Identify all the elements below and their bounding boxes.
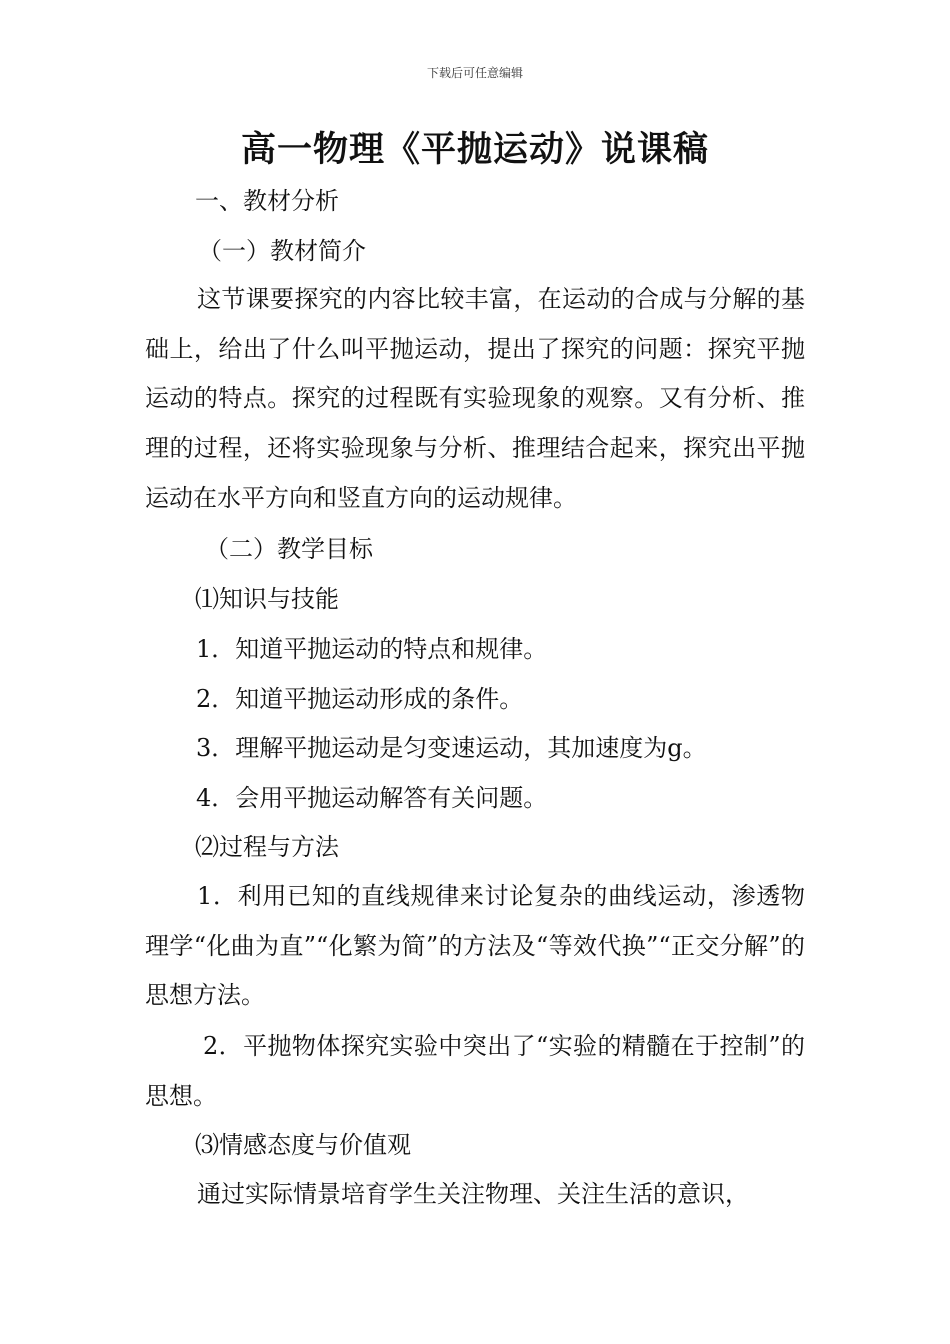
goal-heading-attitudes-values: ⑶情感态度与价值观: [195, 1131, 411, 1159]
goal-heading-knowledge-skills: ⑴知识与技能: [195, 585, 339, 613]
goal-item-3: 3．理解平抛运动是匀变速运动，其加速度为g。: [196, 734, 707, 762]
page-header-note: 下载后可任意编辑: [426, 66, 523, 80]
paragraph-attitudes-values: 通过实际情景培育学生关注物理、关注生活的意识，: [197, 1180, 749, 1208]
paragraph-process-methods-1: 1．利用已知的直线规律来讨论复杂的曲线运动，渗透物理学“化曲为直”“化繁为简”的方法及“等效代换”“正交分解”的思想方法。: [145, 882, 805, 1010]
document-title: 高一物理《平抛运动》说课稿: [240, 130, 709, 170]
subheading-teaching-goals: （二）教学目标: [205, 535, 373, 563]
goal-item-4: 4．会用平抛运动解答有关问题。: [196, 784, 548, 812]
paragraph-textbook-intro: 这节课要探究的内容比较丰富，在运动的合成与分解的基础上，给出了什么叫平抛运动，提出了探究的问题：探究平抛运动的特点。探究的过程既有实验现象的观察。又有分析、推理的过程，还将实验现象与分析、推理结合起来，探究出平抛运动在水平方向和竖直方向的运动规律。: [145, 285, 805, 512]
goal-item-1: 1．知道平抛运动的特点和规律。: [196, 635, 548, 663]
subheading-textbook-intro: （一）教材简介: [198, 237, 366, 265]
goal-item-2: 2．知道平抛运动形成的条件。: [196, 685, 524, 713]
paragraph-process-methods-2: 2．平抛物体探究实验中突出了“实验的精髓在于控制”的思想。: [145, 1032, 805, 1110]
goal-heading-process-methods: ⑵过程与方法: [195, 833, 339, 861]
section-heading-textbook-analysis: 一、教材分析: [195, 187, 339, 215]
